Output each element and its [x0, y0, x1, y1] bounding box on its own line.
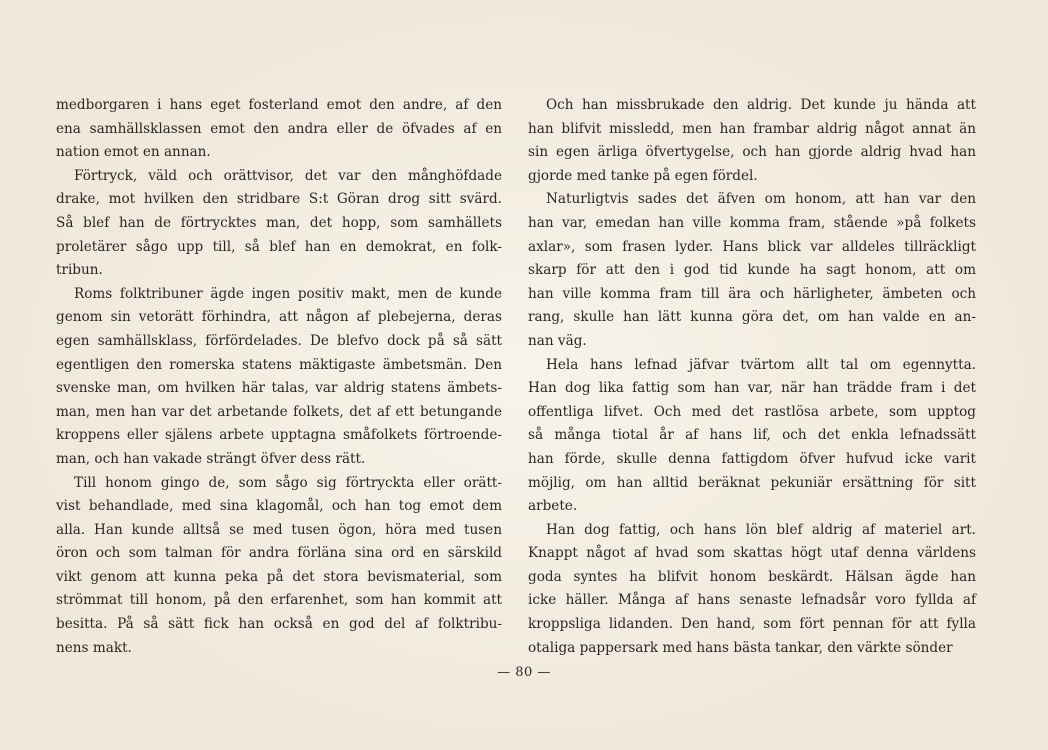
page-number: — 80 —: [497, 665, 551, 680]
text-line: drake, mot hvilken den stridbare S:t Göran drog sitt svärd.: [56, 191, 502, 208]
text-line: man, men han var det arbetande folkets, det af ett betungande: [56, 403, 502, 420]
text-line: Han dog fattig, och hans lön blef aldrig af materiel art.: [546, 521, 976, 538]
text-line: han ville komma fram till ära och härligheter, ämbeten och: [528, 285, 976, 302]
text-line: svenske man, om hvilken här talas, var aldrig statens ämbets-: [56, 380, 502, 397]
paragraph: [56, 94, 502, 165]
text-line: Naturligtvis sades det äfven om honom, att han var den: [546, 191, 976, 208]
text-line: genom sin vetorätt förhindra, att någon af plebejerna, deras: [56, 309, 502, 326]
left-text-column: [56, 94, 502, 660]
text-line: Hela hans lefnad jäfvar tvärtom allt tal om egennytta.: [546, 356, 976, 373]
text-line: öron och som talman för andra förläna sina ord en särskild: [56, 545, 502, 562]
text-line: gjorde med tanke på egen fördel.: [528, 167, 758, 184]
text-line: så många tiotal år af hans lif, och det enkla lefnadssätt: [528, 427, 976, 444]
text-line: Förtryck, väld och orättvisor, det var den månghöfdade: [74, 167, 502, 184]
paragraph: [528, 519, 976, 661]
paragraph: [56, 472, 502, 661]
text-line: arbete.: [528, 498, 578, 515]
text-line: vikt genom att kunna peka på det stora bevismaterial, som: [56, 568, 502, 585]
paragraph: [56, 165, 502, 283]
text-line: sin egen ärliga öfvertygelse, och han gjorde aldrig hvad han: [528, 144, 976, 161]
text-line: nens makt.: [56, 639, 132, 656]
text-line: man, och han vakade strängt öfver dess rätt.: [56, 450, 366, 467]
text-line: nan väg.: [528, 332, 587, 349]
paragraph: [56, 283, 502, 472]
text-line: Och han missbrukade den aldrig. Det kunde ju hända att: [546, 97, 976, 113]
text-line: egentligen den romerska statens mäktigaste ämbetsmän. Den: [56, 356, 502, 373]
text-line: han var, emedan han ville komma fram, stående »på folkets: [528, 214, 976, 231]
text-line: Till honom gingo de, som sågo sig förtryckta eller orätt-: [74, 474, 502, 491]
text-line: axlar», som frasen lyder. Hans blick var alldeles tillräckligt: [528, 238, 976, 255]
text-line: möjlig, om han alltid beräknat pekuniär ersättning för sitt: [528, 474, 976, 491]
paragraph: [528, 94, 976, 188]
text-line: otaliga pappersark med hans bästa tankar, den värkte sönder: [528, 639, 953, 656]
text-line: medborgaren i hans eget fosterland emot den andre, af den: [56, 97, 502, 113]
text-line: ena samhällsklassen emot den andra eller de öfvades af en: [56, 120, 502, 137]
text-line: besitta. På så sätt fick han också en god del af folktribu-: [56, 616, 502, 633]
paragraph: [528, 354, 976, 519]
text-line: skarp för att den i god tid kunde ha sagt honom, att om: [528, 262, 976, 279]
right-text-column: [528, 94, 976, 660]
text-line: icke häller. Många af hans senaste lefnadsår voro fyllda af: [528, 592, 976, 609]
text-line: kroppens eller själens arbete upptagna småfolkets förtroende-: [56, 427, 502, 444]
text-line: nation emot en annan.: [56, 144, 211, 161]
text-line: vist behandlade, med sina klagomål, och han tog emot dem: [56, 498, 502, 515]
text-line: egen samhällsklass, förfördelades. De blefvo dock på så sätt: [56, 332, 502, 349]
text-line: offentliga lifvet. Och med det rastlösa arbete, som upptog: [528, 403, 976, 420]
text-line: Roms folktribuner ägde ingen positiv makt, men de kunde: [74, 285, 502, 302]
paragraph: [528, 188, 976, 353]
text-line: Han dog lika fattig som han var, när han trädde fram i det: [528, 380, 976, 397]
text-line: alla. Han kunde alltså se med tusen ögon, höra med tusen: [56, 521, 502, 538]
text-line: Knappt något af hvad som skattas högt utaf denna världens: [528, 545, 976, 562]
text-line: strömmat till honom, på den erfarenhet, som han kommit att: [56, 592, 502, 609]
text-line: proletärer sågo upp till, så blef han en demokrat, en folk-: [56, 238, 502, 255]
text-line: han blifvit missledd, men han frambar aldrig något annat än: [528, 120, 976, 137]
text-line: han förde, skulle denna fattigdom öfver hufvud icke varit: [528, 450, 976, 467]
text-line: Så blef han de förtrycktes man, det hopp, som samhällets: [56, 214, 502, 231]
text-line: tribun.: [56, 262, 103, 279]
text-line: goda syntes ha blifvit honom beskärdt. Hälsan ägde han: [528, 568, 976, 585]
text-line: rang, skulle han lätt kunna göra det, om han valde en an-: [528, 309, 976, 326]
text-line: kroppsliga lidanden. Den hand, som fört pennan för att fylla: [528, 616, 976, 633]
